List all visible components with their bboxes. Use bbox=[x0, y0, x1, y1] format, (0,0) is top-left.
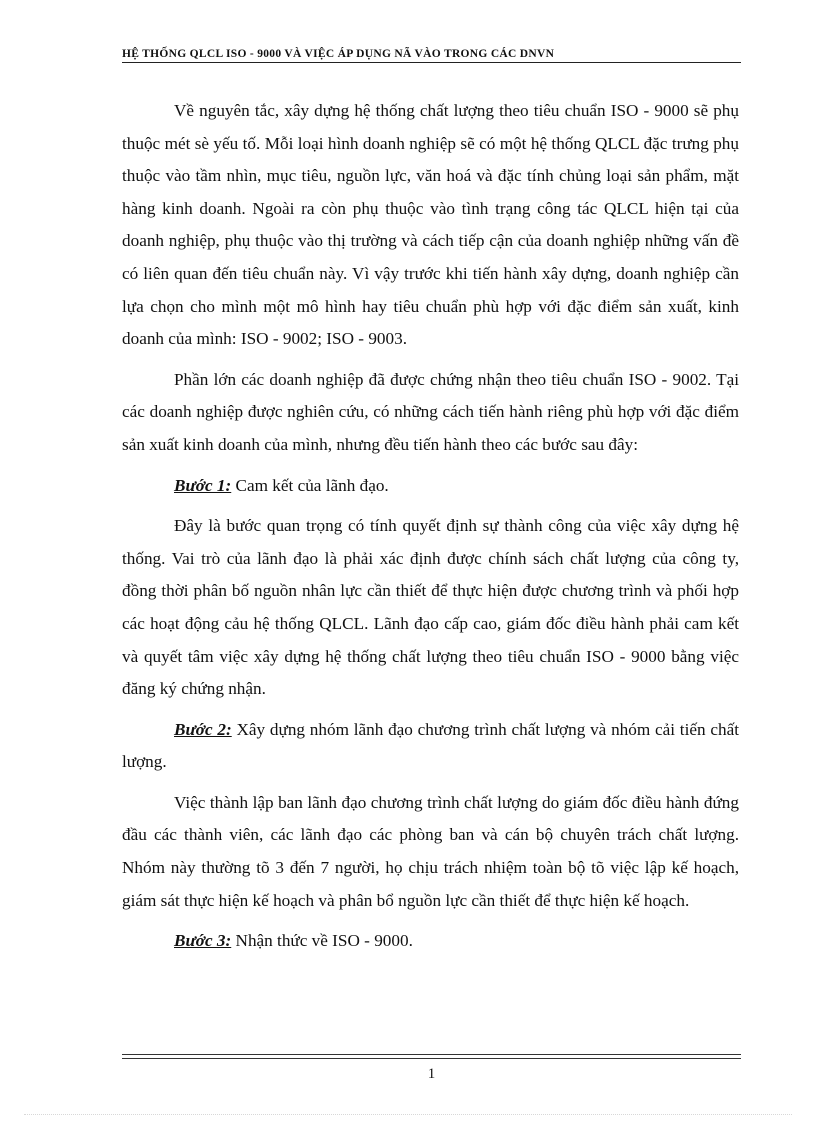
footer-divider bbox=[122, 1054, 741, 1059]
paragraph-leadership: Đây là bước quan trọng có tính quyết định sự thành công của việc xây dựng hệ thống. Vai trò của lãnh đạo là phải xác định được chính sách chất lượng của công ty, đồng thời phân bố nguồn nhân lực cần thiết để thực hiện được chương trình và phối hợp các hoạt động cảu hệ thống QLCL. Lãnh đạo cấp cao, giám đốc điều hành phải cam kết và quyết tâm việc xây dựng hệ thống chất lượng theo tiêu chuẩn ISO - 9000 bằng việc đăng ký chứng nhận. bbox=[122, 516, 739, 699]
step-1-text: Cam kết của lãnh đạo. bbox=[231, 475, 389, 495]
step-3-text: Nhận thức về ISO - 9000. bbox=[231, 931, 413, 951]
step-1-label: Bước 1: bbox=[174, 475, 232, 495]
paragraph-team: Việc thành lập ban lãnh đạo chương trình chất lượng do giám đốc điều hành đứng đầu các thành viên, các lãnh đạo các phòng ban và cán bộ chuyên trách chất lượng. Nhóm này thường tõ 3 đến 7 người, họ chịu trách nhiệm toàn bộ tõ việc lập kế hoạch, giám sát thực hiện kế hoạch và phân bổ nguồn lực cần thiết để thực hiện kế hoạch. bbox=[122, 792, 739, 910]
step-1-heading bbox=[122, 470, 739, 503]
page-number: 1 bbox=[427, 1066, 436, 1082]
step-2-text: Xây dựng nhóm lãnh đạo chương trình chất lượng và nhóm cải tiến chất lượng. bbox=[122, 719, 739, 772]
running-header: HỆ THỐNG QLCL ISO - 9000 VÀ VIỆC ÁP DỤNG NÃ VÀO TRONG CÁC DNVN bbox=[122, 48, 741, 63]
paragraph-majority: Phần lớn các doanh nghiệp đã được chứng nhận theo tiêu chuẩn ISO - 9002. Tại các doanh nghiệp được nghiên cứu, có những cách tiến hành riêng phù hợp với đặc điểm sản xuất kinh doanh của mình, nhưng đều tiến hành theo các bước sau đây: bbox=[122, 369, 739, 454]
step-3-label: Bước 3: bbox=[174, 931, 232, 951]
paragraph-principle: Về nguyên tắc, xây dựng hệ thống chất lượng theo tiêu chuẩn ISO - 9000 sẽ phụ thuộc mét sè yếu tố. Mỗi loại hình doanh nghiệp sẽ có một hệ thống QLCL đặc trưng phụ thuộc vào tầm nhìn, mục tiêu, nguồn lực, văn hoá và đặc tính chủng loại sản phẩm, mặt hàng kinh doanh. Ngoài ra còn phụ thuộc vào tình trạng công tác QLCL hiện tại của doanh nghiệp, phụ thuộc vào thị trường và cách tiếp cận của doanh nghiệp những vấn đề có liên quan đến tiêu chuẩn này. Vì vậy trước khi tiến hành xây dựng, doanh nghiệp cần lựa chọn cho mình một mô hình hay tiêu chuẩn phù hợp với đặc điểm sản xuất, kinh doanh của mình: ISO - 9002; ISO - 9003. bbox=[122, 101, 739, 349]
step-3-heading bbox=[122, 925, 739, 958]
document-body bbox=[122, 95, 739, 966]
step-2-heading bbox=[122, 714, 739, 779]
step-2-label: Bước 2: bbox=[174, 719, 232, 739]
page-bottom-dotted-line bbox=[24, 1114, 792, 1115]
